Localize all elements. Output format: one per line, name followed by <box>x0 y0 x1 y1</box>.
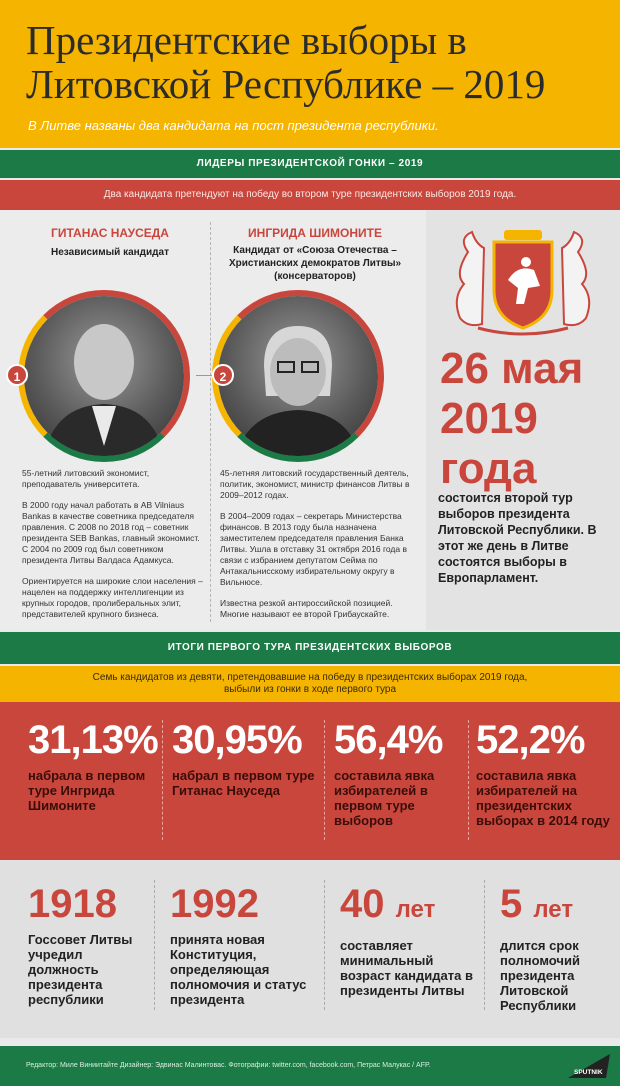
result-divider <box>468 720 469 840</box>
candidate-1-name: ГИТАНАС НАУСЕДА <box>51 226 169 240</box>
fact-value-unit: лет <box>395 896 436 923</box>
fact-item <box>170 882 316 1007</box>
candidate-1-party: Независимый кандидат <box>51 247 169 258</box>
fact-divider <box>484 880 485 1010</box>
fact-item <box>500 882 612 1013</box>
result-stat <box>28 718 156 813</box>
sputnik-logo-icon <box>566 1052 612 1080</box>
footer <box>0 1046 620 1086</box>
sputnik-logo-text: SPUTNIK <box>574 1069 603 1076</box>
candidate-2-photo <box>218 296 378 456</box>
result-stat-value: 56,4% <box>334 718 443 762</box>
fact-value-unit: лет <box>533 896 574 923</box>
election-date <box>440 344 616 494</box>
section-note-results-line: выбыли из гонки в ходе первого тура <box>223 684 397 695</box>
section-heading-results: ИТОГИ ПЕРВОГО ТУРА ПРЕЗИДЕНТСКИХ ВЫБОРОВ <box>0 632 620 664</box>
candidate-2-number: 2 <box>212 364 234 386</box>
election-date-suffix: года <box>440 444 537 493</box>
fact-value <box>28 882 146 926</box>
section-heading-leaders: ЛИДЕРЫ ПРЕЗИДЕНТСКОЙ ГОНКИ – 2019 <box>0 150 620 178</box>
candidate-2-party: Кандидат от «Союза Отечества – Христианских демократов Литвы» (консерваторов) <box>228 245 402 282</box>
candidate-1-bio-paragraph: В 2000 году начал работать в AB Vilniaus Bankas в качестве советника председателя правления. С 2008 по 2018 год – советник президента SEB Bankas, главный экономист. С 2004 по 2009 год был советником президента Литвы Валдаса Адамкуса. <box>22 500 200 565</box>
candidate-1-bio-paragraph: Ориентируется на широкие слои населения – нацелен на поддержку интеллигенции из крупных городов, пролиберальных элит, представителей крупного бизнеса. <box>22 576 203 619</box>
candidates-divider <box>210 222 211 622</box>
result-stat-value: 52,2% <box>476 718 585 762</box>
fact-item <box>340 882 474 998</box>
result-stat-text: составила явка избирателей на президентских выборах в 2014 году <box>476 768 610 828</box>
result-stat-value: 31,13% <box>28 718 158 762</box>
result-stat-text: набрала в первом туре Ингрида Шимоните <box>28 768 146 813</box>
fact-value-number: 1918 <box>28 882 117 926</box>
section-note-results <box>0 666 620 702</box>
result-stat-value: 30,95% <box>172 718 302 762</box>
fact-value <box>500 882 612 932</box>
page-title: Президентские выборы в Литовской Республике – 2019 <box>26 17 546 107</box>
page-subtitle: В Литве названы два кандидата на пост президента республики. <box>28 118 439 133</box>
fact-text: составляет минимальный возраст кандидата в президенты Литвы <box>340 938 473 998</box>
fact-value-number: 1992 <box>170 882 259 926</box>
election-date-description: состоится второй тур выборов президента Литовской Республики. В этот же день в Литве состоятся выборы в Европарламент. <box>438 491 597 585</box>
fact-value <box>340 882 474 932</box>
candidate-2-name: ИНГРИДА ШИМОНИТЕ <box>248 226 382 240</box>
candidate-1-photo <box>24 296 184 456</box>
result-stat-text: составила явка избирателей в первом туре выборов <box>334 768 435 828</box>
fact-divider <box>324 880 325 1010</box>
header <box>0 0 620 148</box>
coat-of-arms-icon <box>438 228 608 340</box>
fact-text: длится срок полномочий президента Литовской Республики <box>500 938 580 1013</box>
fact-value-number: 40 <box>340 882 385 926</box>
section-note-leaders: Два кандидата претендуют на победу во втором туре президентских выборов 2019 года. <box>0 180 620 210</box>
result-stat <box>476 718 612 828</box>
fact-value <box>170 882 316 926</box>
election-date-day: 26 мая <box>440 344 584 393</box>
result-stat-text: набрал в первом туре Гитанас Науседа <box>172 768 315 798</box>
fact-divider <box>154 880 155 1010</box>
candidate-1-number: 1 <box>6 364 28 386</box>
candidate-1-bio-paragraph: 55-летний литовский экономист, преподаватель университета. <box>22 468 150 489</box>
candidate-1-bio <box>22 468 204 630</box>
candidate-2-bio-paragraph: Известна резкой антироссийской позицией. Многие называют ее второй Грибаускайте. <box>220 598 393 619</box>
result-divider <box>324 720 325 840</box>
election-date-year: 2019 <box>440 394 538 443</box>
fact-value-number: 5 <box>500 882 523 926</box>
fact-item <box>28 882 146 1007</box>
fact-text: принята новая Конституция, определяющая полномочия и статус президента <box>170 932 307 1007</box>
section-note-results-line: Семь кандидатов из девяти, претендовавшие на победу в президентских выборах 2019 года, <box>92 672 528 683</box>
candidate-2-bio <box>220 468 410 630</box>
footer-credits: Редактор: Миле Виниитайте Дизайнер: Эдвинас Малинтовас. Фотографии: twitter.com, facebook.com, Петрас Малукас / AFP. <box>26 1062 431 1069</box>
result-stat <box>172 718 318 798</box>
candidate-2-bio-paragraph: В 2004–2009 годах – секретарь Министерства финансов. В 2013 году была назначена заместителем председателя правления Банка Литвы. Ушла в отставку 31 октября 2016 года в связи с избранием депутатом Сейма по Антакальнисскому избирательному округу в Вильнюсе. <box>220 511 407 587</box>
first-round-results <box>0 702 620 860</box>
candidate-2-bio-paragraph: 45-летняя литовский государственный деятель, политик, экономист, министр финансов Литвы в 2009–2012 годах. <box>220 468 410 500</box>
fact-text: Госсовет Литвы учредил должность президента республики <box>28 932 133 1007</box>
result-stat <box>334 718 462 828</box>
result-divider <box>162 720 163 840</box>
facts-panel <box>0 860 620 1038</box>
